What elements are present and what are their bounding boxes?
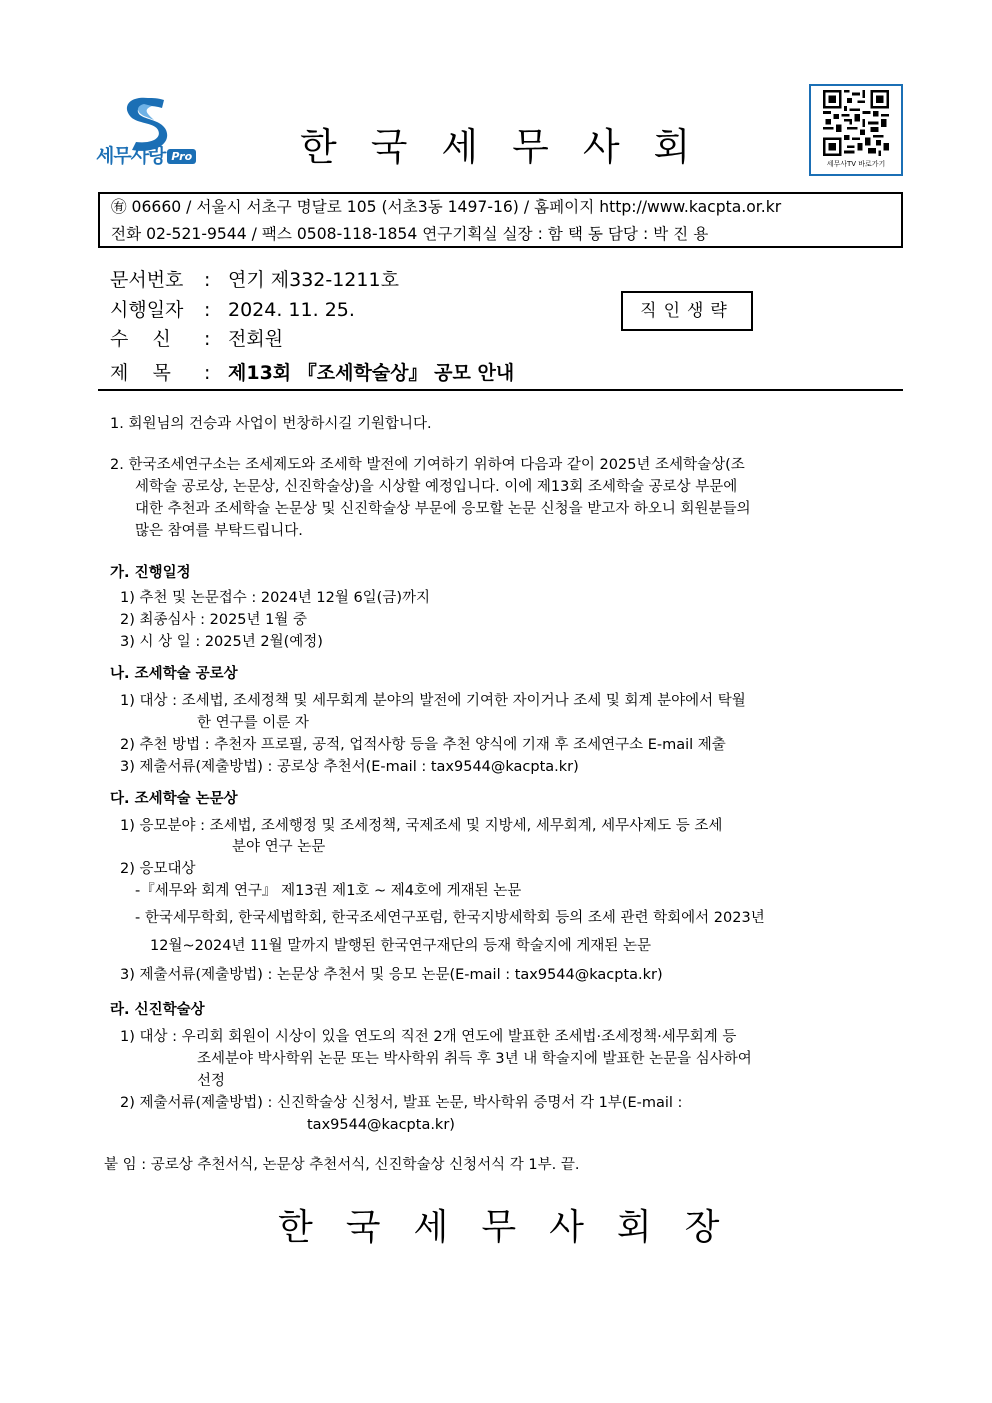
logo-wordmark: 세무사랑 Pro bbox=[96, 141, 196, 168]
subject-row bbox=[110, 359, 514, 387]
address-line: ㊒ 06660 / 서울시 서초구 명달로 105 (서초3동 1497-16) / 홈페이지 http://www.kacpta.or.kr bbox=[111, 198, 782, 216]
organization-title: 한국세무사회 bbox=[300, 125, 725, 169]
recipient-label: 수 신 bbox=[110, 328, 171, 350]
list-item: 1) 대상 : 우리회 회원이 시상이 있을 연도의 직전 2개 연도에 발표한 조세법·조세정책·세무회계 등 bbox=[120, 1029, 737, 1045]
document-number: 연기 제332-1211호 bbox=[228, 269, 399, 291]
section-heading: 가. 진행일정 bbox=[110, 565, 191, 581]
list-item-continuation: tax9544@kacpta.kr) bbox=[307, 1117, 455, 1133]
subject: 제13회 『조세학술상』 공모 안내 bbox=[228, 362, 515, 384]
subject-label: 제 목 bbox=[110, 362, 171, 384]
dash-item: -『세무와 회계 연구』 제13권 제1호 ~ 제4호에 게재된 논문 bbox=[135, 883, 522, 899]
seal-omitted-box: 직인생략 bbox=[621, 291, 753, 331]
closing-signature: 한국세무사회장 bbox=[278, 1207, 753, 1248]
paragraph-2-line: 2. 한국조세연구소는 조세제도와 조세학 발전에 기여하기 위하여 다음과 같이 2025년 조세학술상(조 bbox=[110, 457, 745, 473]
paragraph-2-line: 세학술 공로상, 논문상, 신진학술상)을 시상할 예정입니다. 이에 제13회 조세학술 공로상 부문에 bbox=[135, 479, 738, 495]
qr-caption: 세무사TV 바로가기 bbox=[826, 160, 886, 168]
list-item: 1) 응모분야 : 조세법, 조세행정 및 조세정책, 국제조세 및 지방세, 세무회계, 세무사제도 등 조세 bbox=[120, 818, 723, 834]
list-item-continuation: 분야 연구 논문 bbox=[232, 839, 326, 855]
logo-pro-badge: Pro bbox=[167, 149, 196, 164]
list-item: 1) 대상 : 조세법, 조세정책 및 세무회계 분야의 발전에 기여한 자이거나 조세 및 회계 분야에서 탁월 bbox=[120, 693, 746, 709]
list-item: 3) 제출서류(제출방법) : 공로상 추천서(E-mail : tax9544@kacpta.kr) bbox=[120, 759, 579, 775]
recipient-row bbox=[110, 325, 283, 353]
paragraph-1: 1. 회원님의 건승과 사업이 번창하시길 기원합니다. bbox=[110, 416, 432, 432]
colon: : bbox=[204, 362, 211, 384]
list-item-continuation: 한 연구를 이룬 자 bbox=[197, 715, 309, 731]
paragraph-2-line: 대한 추천과 조세학술 논문상 및 신진학술상 부문에 응모할 논문 신청을 받고자 하오니 회원분들의 bbox=[135, 501, 751, 517]
list-item: 3) 제출서류(제출방법) : 논문상 추천서 및 응모 논문(E-mail : tax9544@kacpta.kr) bbox=[120, 967, 663, 983]
paragraph-2-line: 많은 참여를 부탁드립니다. bbox=[135, 523, 303, 539]
contact-line: 전화 02-521-9544 / 팩스 0508-118-1854 연구기획실 실장 : 함 택 동 담당 : 박 진 용 bbox=[111, 225, 709, 243]
document-number-row bbox=[110, 266, 399, 294]
divider bbox=[98, 389, 903, 391]
qr-code-icon bbox=[818, 90, 894, 156]
list-item-continuation: 조세분야 박사학위 논문 또는 박사학위 취득 후 3년 내 학술지에 발표한 논문을 심사하여 bbox=[197, 1051, 752, 1067]
attachments: 붙 임 : 공로상 추천서식, 논문상 추천서식, 신진학술상 신청서식 각 1부. 끝. bbox=[104, 1157, 580, 1173]
list-item-continuation: 선정 bbox=[197, 1073, 226, 1089]
address-box bbox=[98, 192, 903, 248]
recipient: 전회원 bbox=[228, 328, 284, 350]
list-item: 2) 추천 방법 : 추천자 프로필, 공적, 업적사항 등을 추천 양식에 기재 후 조세연구소 E-mail 제출 bbox=[120, 737, 726, 753]
list-item: 2) 제출서류(제출방법) : 신진학술상 신청서, 발표 논문, 박사학위 증명서 각 1부(E-mail : bbox=[120, 1095, 683, 1111]
dash-item-continuation: 12월~2024년 11월 말까지 발행된 한국연구재단의 등재 학술지에 게재된 논문 bbox=[150, 938, 652, 954]
colon: : bbox=[204, 299, 211, 321]
section-heading: 라. 신진학술상 bbox=[110, 1002, 205, 1018]
dash-item: - 한국세무학회, 한국세법학회, 한국조세연구포럼, 한국지방세학회 등의 조세 관련 학회에서 2023년 bbox=[135, 910, 765, 926]
list-item: 2) 최종심사 : 2025년 1월 중 bbox=[120, 612, 307, 628]
qr-code-box[interactable] bbox=[809, 84, 903, 176]
date-label: 시행일자 bbox=[110, 299, 184, 321]
document-number-label: 문서번호 bbox=[110, 269, 184, 291]
colon: : bbox=[204, 328, 211, 350]
list-item: 2) 응모대상 bbox=[120, 861, 196, 877]
section-heading: 다. 조세학술 논문상 bbox=[110, 791, 238, 807]
date-row bbox=[110, 296, 355, 324]
colon: : bbox=[204, 269, 211, 291]
section-heading: 나. 조세학술 공로상 bbox=[110, 666, 238, 682]
issue-date: 2024. 11. 25. bbox=[228, 299, 355, 321]
list-item: 1) 추천 및 논문접수 : 2024년 12월 6일(금)까지 bbox=[120, 590, 431, 606]
list-item: 3) 시 상 일 : 2025년 2월(예정) bbox=[120, 634, 323, 650]
